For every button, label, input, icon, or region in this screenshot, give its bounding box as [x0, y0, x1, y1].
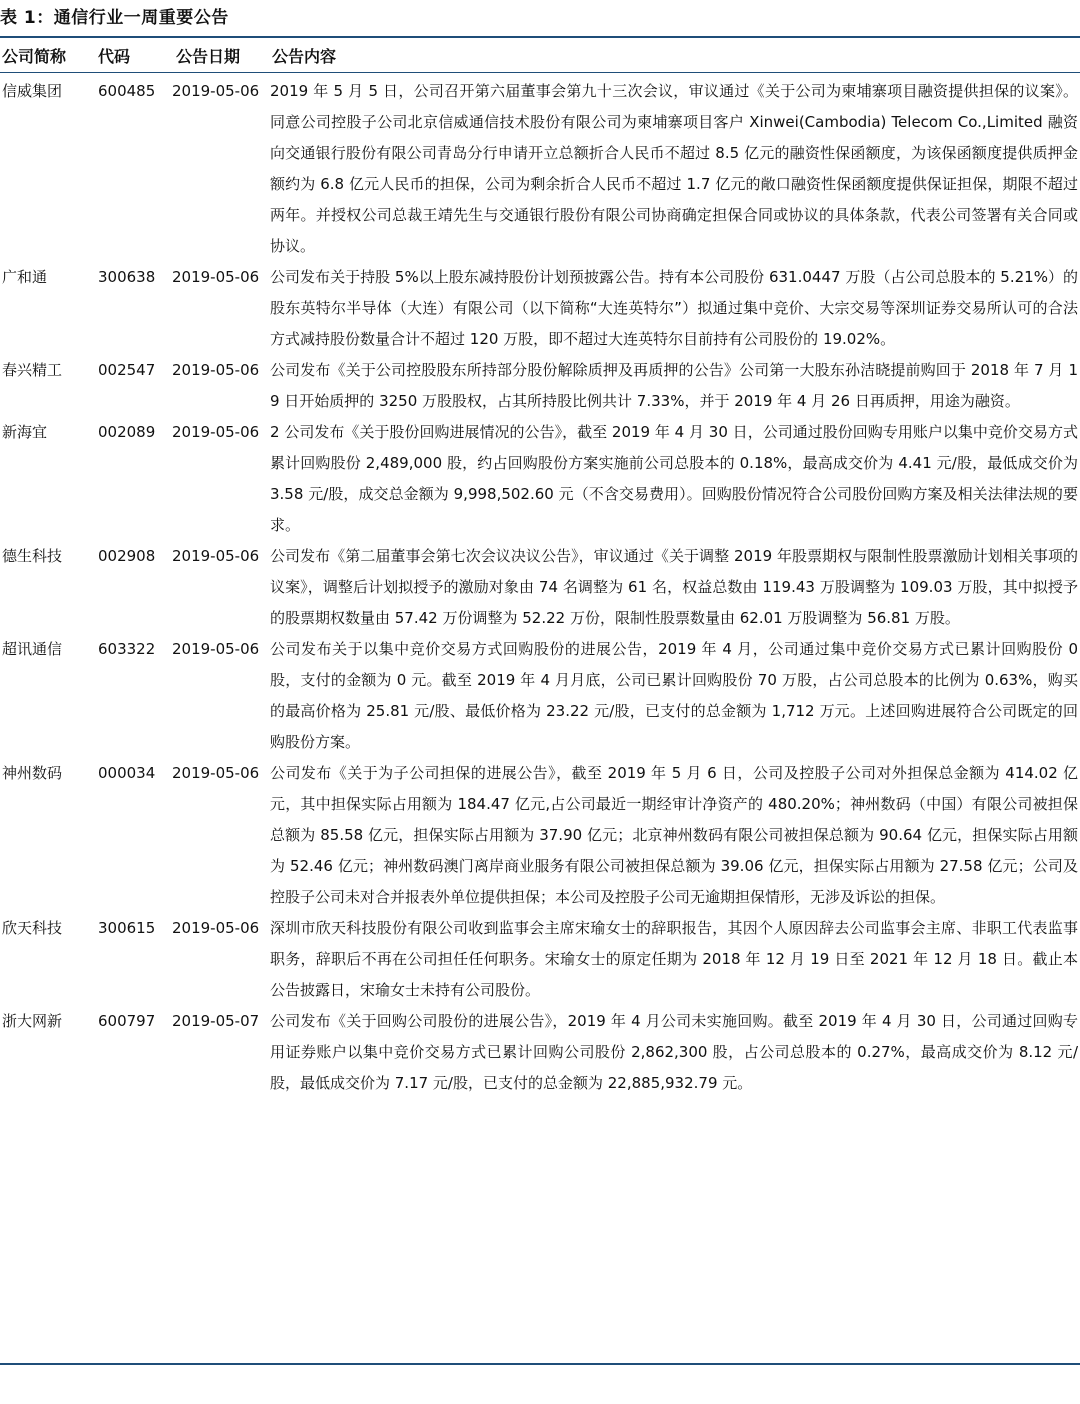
- company-name-cell: 春兴精工: [2, 361, 63, 379]
- header-content: 公告内容: [272, 47, 337, 66]
- announcement-content-cell: 公司发布《关于公司控股股东所持部分股份解除质押及再质押的公告》公司第一大股东孙洁晓提前购回于 2018 年 7 月 19 日开始质押的 3250 万股股权，占其所持股比例共计 7.33%，并于 2019 年 4 月 26 日再质押，用途为融资。: [270, 361, 1078, 410]
- announcement-date-cell: 2019-05-06: [172, 547, 260, 565]
- table-row: [0, 417, 1080, 541]
- announcement-content-cell: 2019 年 5 月 5 日，公司召开第六届董事会第九十三次会议，审议通过《关于公司为柬埔寨项目融资提供担保的议案》。同意公司控股子公司北京信威通信技术股份有限公司为柬埔寨项目客户 Xinwei(Cambodia) Telecom Co.,Limited 融资向交通银行股份有限公司青岛分行申请开立总额折合人民币不超过 8.5 亿元的融资性保函额度，为该保函额度提供质押金额约为 6.8 亿元人民币的担保，公司为剩余折合人民币不超过 1.7 亿元的敞口融资性保函额度提供保证担保，期限不超过两年。并授权公司总裁王靖先生与交通银行股份有限公司协商确定担保合同或协议的具体条款，代表公司签署有关合同或协议。: [270, 82, 1078, 255]
- announcement-date-cell: 2019-05-06: [172, 919, 260, 937]
- stock-code-cell: 000034: [98, 764, 156, 782]
- table-row: [0, 1006, 1080, 1099]
- table-row: [0, 634, 1080, 758]
- table-row: [0, 76, 1080, 262]
- announcement-date-cell: 2019-05-06: [172, 423, 260, 441]
- stock-code-cell: 002547: [98, 361, 156, 379]
- stock-code-cell: 300638: [98, 268, 156, 286]
- announcement-date-cell: 2019-05-07: [172, 1012, 260, 1030]
- company-name-cell: 超讯通信: [2, 640, 63, 658]
- company-name-cell: 广和通: [2, 268, 48, 286]
- table-row: [0, 355, 1080, 417]
- announcement-date-cell: 2019-05-06: [172, 361, 260, 379]
- company-name-cell: 信威集团: [2, 82, 63, 100]
- announcement-date-cell: 2019-05-06: [172, 764, 260, 782]
- company-name-cell: 新海宜: [2, 423, 48, 441]
- header-date: 公告日期: [176, 47, 241, 66]
- stock-code-cell: 002908: [98, 547, 156, 565]
- table-row: [0, 913, 1080, 1006]
- table-header-row: [0, 42, 1080, 72]
- stock-code-cell: 002089: [98, 423, 156, 441]
- announcement-content-cell: 2 公司发布《关于股份回购进展情况的公告》，截至 2019 年 4 月 30 日，公司通过股份回购专用账户以集中竞价交易方式累计回购股份 2,489,000 股，约占回购股份方案实施前公司总股本的 0.18%，最高成交价为 4.41 元/股，最低成交价为 3.58 元/股，成交总金额为 9,998,502.60 元（不含交易费用）。回购股份情况符合公司股份回购方案及相关法律法规的要求。: [270, 423, 1078, 534]
- announcement-date-cell: 2019-05-06: [172, 640, 260, 658]
- table-bottom-rule: [0, 1363, 1080, 1365]
- announcement-content-cell: 公司发布《关于为子公司担保的进展公告》，截至 2019 年 5 月 6 日，公司及控股子公司对外担保总金额为 414.02 亿元，其中担保实际占用额为 184.47 亿元,占公司最近一期经审计净资产的 480.20%；神州数码（中国）有限公司被担保总额为 85.58 亿元，担保实际占用额为 37.90 亿元；北京神州数码有限公司被担保总额为 90.64 亿元，担保实际占用额为 52.46 亿元；神州数码澳门离岸商业服务有限公司被担保总额为 39.06 亿元，担保实际占用额为 27.58 亿元；公司及控股子公司未对合并报表外单位提供担保；本公司及控股子公司无逾期担保情形，无涉及诉讼的担保。: [270, 764, 1078, 906]
- announcement-date-cell: 2019-05-06: [172, 82, 260, 100]
- announcement-content-cell: 公司发布关于持股 5%以上股东减持股份计划预披露公告。持有本公司股份 631.0447 万股（占公司总股本的 5.21%）的股东英特尔半导体（大连）有限公司（以下简称“大连英特尔”）拟通过集中竞价、大宗交易等深圳证券交易所认可的合法方式减持股份数量合计不超过 120 万股，即不超过大连英特尔目前持有公司股份的 19.02%。: [270, 268, 1078, 348]
- header-company-name: 公司简称: [2, 47, 67, 66]
- table-title: 表 1：通信行业一周重要公告: [0, 8, 229, 28]
- company-name-cell: 浙大网新: [2, 1012, 63, 1030]
- company-name-cell: 德生科技: [2, 547, 63, 565]
- table-row: [0, 541, 1080, 634]
- header-code: 代码: [98, 47, 131, 66]
- table-row: [0, 262, 1080, 355]
- stock-code-cell: 300615: [98, 919, 156, 937]
- company-name-cell: 神州数码: [2, 764, 63, 782]
- company-name-cell: 欣天科技: [2, 919, 63, 937]
- announcement-date-cell: 2019-05-06: [172, 268, 260, 286]
- table-row: [0, 758, 1080, 913]
- stock-code-cell: 600797: [98, 1012, 156, 1030]
- announcement-content-cell: 深圳市欣天科技股份有限公司收到监事会主席宋瑜女士的辞职报告，其因个人原因辞去公司监事会主席、非职工代表监事职务，辞职后不再在公司担任任何职务。宋瑜女士的原定任期为 2018 年 12 月 19 日至 2021 年 12 月 18 日。截止本公告披露日，宋瑜女士未持有公司股份。: [270, 919, 1078, 999]
- table-body: [0, 76, 1080, 1099]
- table-header-rule: [0, 72, 1080, 73]
- announcement-content-cell: 公司发布《关于回购公司股份的进展公告》，2019 年 4 月公司未实施回购。截至 2019 年 4 月 30 日，公司通过回购专用证券账户以集中竞价交易方式已累计回购公司股份 2,862,300 股，占公司总股本的 0.27%，最高成交价为 8.12 元/股，最低成交价为 7.17 元/股，已支付的总金额为 22,885,932.79 元。: [270, 1012, 1078, 1092]
- stock-code-cell: 600485: [98, 82, 156, 100]
- table-top-rule: [0, 36, 1080, 38]
- stock-code-cell: 603322: [98, 640, 156, 658]
- announcement-content-cell: 公司发布《第二届董事会第七次会议决议公告》，审议通过《关于调整 2019 年股票期权与限制性股票激励计划相关事项的议案》，调整后计划拟授予的激励对象由 74 名调整为 61 名，权益总数由 119.43 万股调整为 109.03 万股，其中拟授予的股票期权数量由 57.42 万份调整为 52.22 万份，限制性股票数量由 62.01 万股调整为 56.81 万股。: [270, 547, 1078, 627]
- announcement-content-cell: 公司发布关于以集中竞价交易方式回购股份的进展公告，2019 年 4 月，公司通过集中竞价交易方式已累计回购股份 0 股，支付的金额为 0 元。截至 2019 年 4 月月底，公司已累计回购股份 70 万股，占公司总股本的比例为 0.63%，购买的最高价格为 25.81 元/股、最低价格为 23.22 元/股，已支付的总金额为 1,712 万元。上述回购进展符合公司既定的回购股份方案。: [270, 640, 1078, 751]
